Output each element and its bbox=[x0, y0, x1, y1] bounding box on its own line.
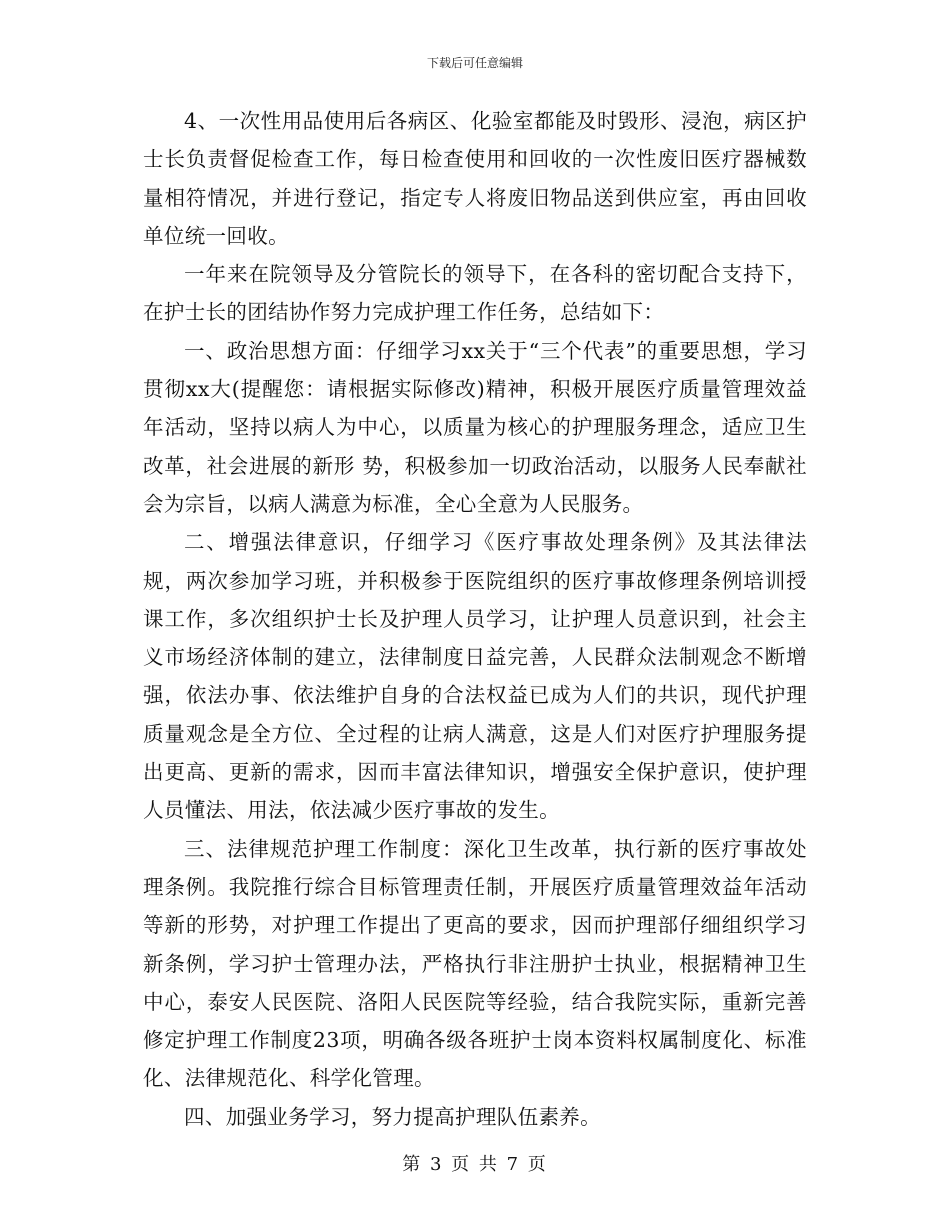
page-number: 第 3 页 共 7 页 bbox=[402, 1154, 548, 1175]
document-body bbox=[143, 102, 807, 1136]
paragraph-legal-awareness: 二、增强法律意识，仔细学习《医疗事故处理条例》及其法律法规，两次参加学习班，并积极参于医院组织的医疗事故修理条例培训授课工作，多次组织护士长及护理人员学习，让护理人员意识到，社会主义市场经济体制的建立，法律制度日益完善，人民群众法制观念不断增强，依法办事、依法维护自身的合法权益已成为人们的共识，现代护理质量观念是全方位、全过程的让病人满意，这是人们对医疗护理服务提出更高、更新的需求，因而丰富法律知识，增强安全保护意识，使护理人员懂法、用法，依法减少医疗事故的发生。 bbox=[143, 530, 807, 823]
paragraph-summary-intro: 一年来在院领导及分管院长的领导下，在各科的密切配合支持下，在护士长的团结协作努力完成护理工作任务，总结如下： bbox=[143, 262, 807, 325]
paragraph-nursing-regulations: 三、法律规范护理工作制度：深化卫生改革，执行新的医疗事故处理条例。我院推行综合目标管理责任制，开展医疗质量管理效益年活动等新的形势，对护理工作提出了更高的要求，因而护理部仔细组织学习新条例，学习护士管理办法，严格执行非注册护士执业，根据精神卫生中心，泰安人民医院、洛阳人民医院等经验，结合我院实际，重新完善修定护理工作制度23项，明确各级各班护士岗本资料权属制度化、标准化、法律规范化、科学化管理。 bbox=[143, 836, 807, 1091]
paragraph-professional-study: 四、加强业务学习，努力提高护理队伍素养。 bbox=[184, 1104, 601, 1129]
paragraph-political-thought: 一、政治思想方面：仔细学习xx关于“三个代表”的重要思想，学习贯彻xx大(提醒您：请根据实际修改)精神，积极开展医疗质量管理效益年活动，坚持以病人为中心，以质量为核心的护理服务理念，适应卫生改革，社会进展的新形 势，积极参加一切政治活动，以服务人民奉献社会为宗旨，以病人满意为标准，全心全意为人民服务。 bbox=[143, 338, 807, 516]
paragraph-disposable-items: 4、一次性用品使用后各病区、化验室都能及时毁形、浸泡，病区护士长负责督促检查工作，每日检查使用和回收的一次性废旧医疗器械数量相符情况，并进行登记，指定专人将废旧物品送到供应室，再由回收单位统一回收。 bbox=[143, 109, 807, 248]
header-note: 下载后可任意编辑 bbox=[426, 56, 523, 70]
